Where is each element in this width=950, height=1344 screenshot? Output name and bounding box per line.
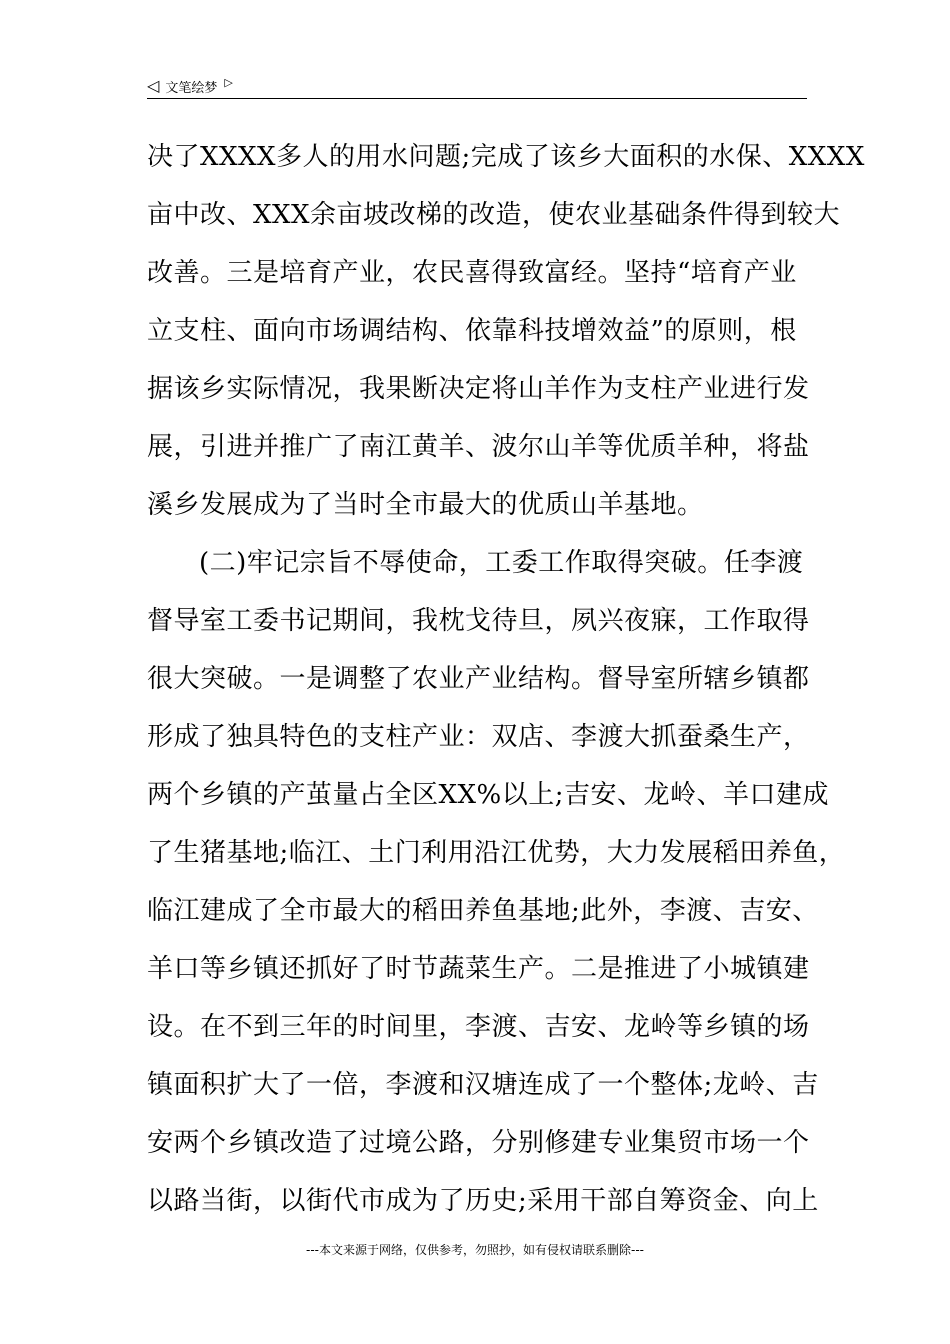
- paragraph-first-line: (二)牢记宗旨不辱使命，工委工作取得突破。任李渡: [199, 548, 804, 578]
- text-line: 临江建成了全市最大的稻田养鱼基地;此外，李渡、吉安、: [147, 896, 819, 926]
- text-line: 督导室工委书记期间，我枕戈待旦，夙兴夜寐，工作取得: [147, 606, 810, 636]
- text-line: 镇面积扩大了一倍，李渡和汉塘连成了一个整体;龙岭、吉: [147, 1070, 819, 1100]
- text-line: 以路当街，以街代市成为了历史;采用干部自筹资金、向上: [147, 1186, 819, 1216]
- text-line: 决了XXXX多人的用水问题;完成了该乡大面积的水保、XXXX: [147, 142, 865, 172]
- text-line: 两个乡镇的产茧量占全区XX%以上;吉安、龙岭、羊口建成: [147, 780, 829, 810]
- right-triangle-icon: ▷: [224, 75, 233, 89]
- footer-notice: ---本文来源于网络，仅供参考，勿照抄，如有侵权请联系删除---: [306, 1243, 644, 1257]
- document-header: [147, 74, 807, 99]
- text-line: 形成了独具特色的支柱产业：双店、李渡大抓蚕桑生产，: [147, 722, 810, 752]
- left-triangle-icon: ◁: [147, 76, 160, 95]
- text-line: 很大突破。一是调整了农业产业结构。督导室所辖乡镇都: [147, 664, 810, 694]
- document-body: [147, 128, 865, 1230]
- header-title: 文笔绘梦: [165, 80, 218, 96]
- text-line: 据该乡实际情况，我果断决定将山羊作为支柱产业进行发: [147, 374, 810, 404]
- text-line: 立支柱、面向市场调结构、依靠科技增效益”的原则，根: [147, 316, 797, 346]
- text-line: 展，引进并推广了南江黄羊、波尔山羊等优质羊种，将盐: [147, 432, 810, 462]
- text-line: 羊口等乡镇还抓好了时节蔬菜生产。二是推进了小城镇建: [147, 954, 810, 984]
- text-line: 溪乡发展成为了当时全市最大的优质山羊基地。: [147, 490, 704, 520]
- text-line: 改善。三是培育产业，农民喜得致富经。坚持“培育产业: [147, 258, 797, 288]
- text-line: 设。在不到三年的时间里，李渡、吉安、龙岭等乡镇的场: [147, 1012, 810, 1042]
- text-line: 亩中改、XXX余亩坡改梯的改造，使农业基础条件得到较大: [147, 200, 841, 230]
- text-line: 安两个乡镇改造了过境公路，分别修建专业集贸市场一个: [147, 1128, 810, 1158]
- text-line: 了生猪基地;临江、土门利用沿江优势，大力发展稻田养鱼，: [147, 838, 846, 868]
